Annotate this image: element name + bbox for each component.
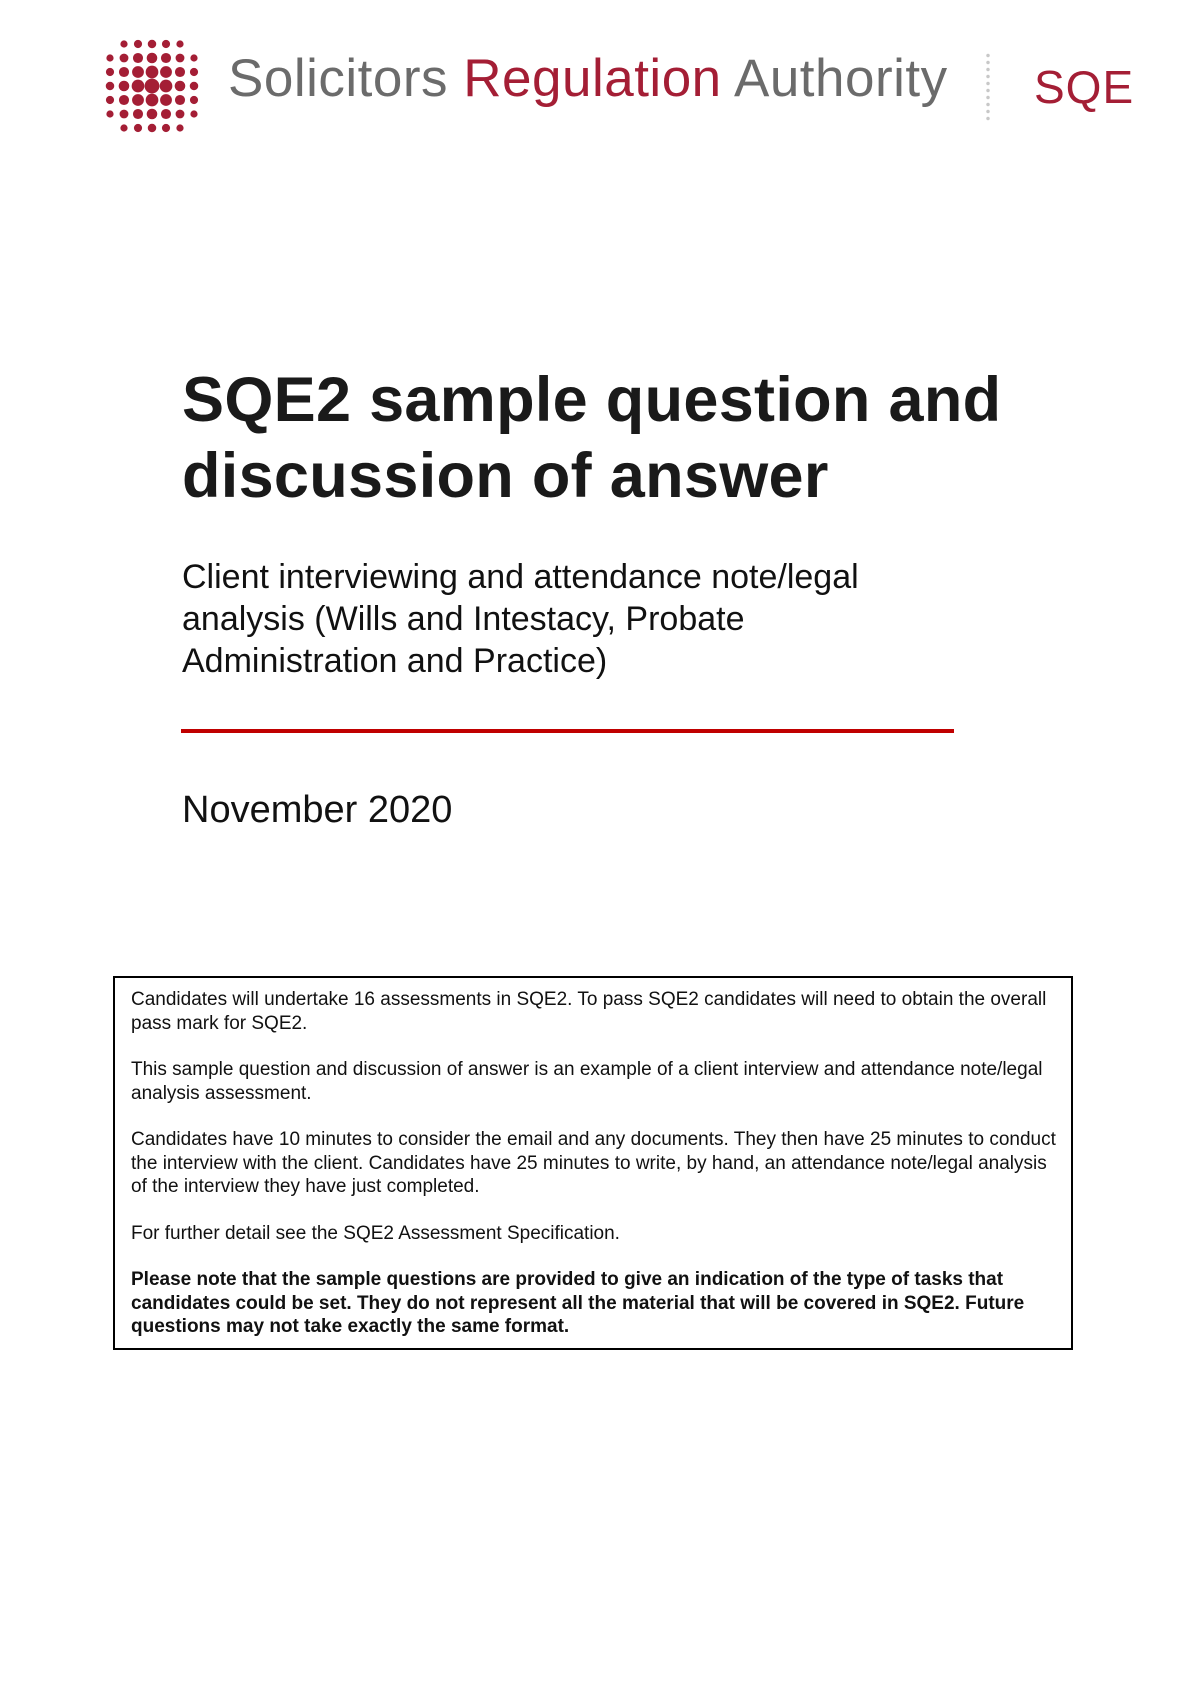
logo-wordmark bbox=[228, 49, 948, 108]
info-paragraph: This sample question and discussion of answer is an example of a client interview and attendance note/legal analysis assessment. bbox=[131, 1059, 1043, 1104]
page-header bbox=[0, 0, 1200, 150]
publication-date: November 2020 bbox=[182, 789, 453, 831]
page-title-line: discussion of answer bbox=[182, 441, 829, 511]
logo-word-solicitors: Solicitors bbox=[228, 49, 449, 108]
subtitle-line: analysis (Wills and Intestacy, Probate bbox=[182, 600, 745, 638]
info-paragraph: For further detail see the SQE2 Assessment Specification. bbox=[131, 1222, 620, 1244]
logo-word-authority: Authority bbox=[733, 49, 948, 108]
accent-divider bbox=[181, 729, 954, 733]
page-title-line: SQE2 sample question and bbox=[182, 365, 1002, 435]
subtitle-line: Client interviewing and attendance note/legal bbox=[182, 558, 859, 596]
info-paragraph: Candidates have 10 minutes to consider the email and any documents. They then have 25 minutes to conduct the interview with the client. Candidates have 25 minutes to write, by hand, an attendance note/legal analysis of the interview they have just completed. bbox=[131, 1129, 1056, 1197]
info-paragraph: Candidates will undertake 16 assessments in SQE2. To pass SQE2 candidates will need to obtain the overall pass mark for SQE2. bbox=[131, 989, 1047, 1034]
info-box bbox=[113, 976, 1073, 1350]
dot-grid-icon bbox=[96, 30, 208, 142]
subtitle-line: Administration and Practice) bbox=[182, 642, 608, 680]
info-note: Please note that the sample questions are provided to give an indication of the type of tasks that candidates could be set. They do not represent all the material that will be covered in SQE2. Future questions may not take exactly the same format. bbox=[131, 1269, 1025, 1337]
logo-badge-sqe: SQE bbox=[1034, 61, 1135, 113]
page-title bbox=[182, 362, 1082, 514]
logo-divider bbox=[986, 52, 990, 122]
logo-word-regulation: Regulation bbox=[463, 49, 722, 108]
page-subtitle bbox=[182, 556, 942, 682]
